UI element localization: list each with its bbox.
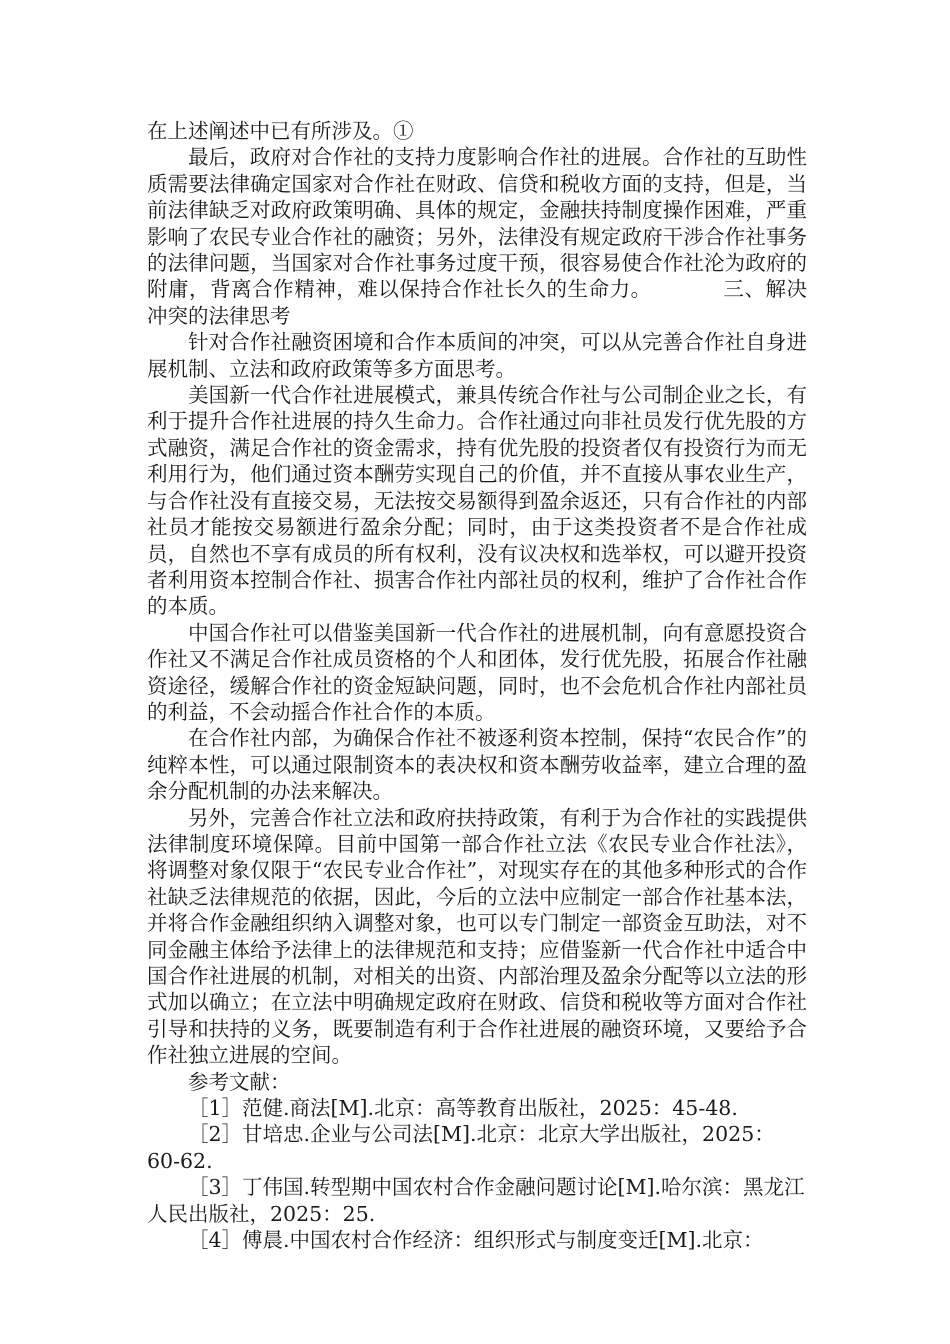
reference-item: ［4］傅晨.中国农村合作经济：组织形式与制度变迁[M].北京： xyxy=(188,1228,764,1253)
paragraph-legislation: 另外，完善合作社立法和政府扶持政策，有利于为合作社的实践提供法律制度环境保障。目前中国第一部合作社立法《农民专业合作社法》，将调整对象仅限于“农民专业合作社”，对现实存在的其他多种形式的合作社缺乏法律规范的依据，因此，今后的立法中应制定一部合作社基本法，并将合作金融组织纳入调整对象，也可以专门制定一部资金互助法，对不同金融主体给予法律上的法律规范和支持；应借鉴新一代合作社中适合中国合作社进展的机制，对相关的出资、内部治理及盈余分配等以立法的形式加以确立；在立法中明确规定政府在财政、信贷和税收等方面对合作社引导和扶持的义务，既要制造有利于合作社进展的融资环境，又要给予合作社独立进展的空间。 xyxy=(147,805,807,1068)
paragraph-continued: 在上述阐述中已有所涉及。① xyxy=(147,119,414,143)
paragraph-china-preferred-stock: 中国合作社可以借鉴美国新一代合作社的进展机制，向有意愿投资合作社又不满足合作社成员资格的个人和团体，发行优先股，拓展合作社融资途径，缓解合作社的资金短缺问题，同时，也不会危机合作社内部社员的利益，不会动摇合作社合作的本质。 xyxy=(147,620,807,724)
paragraph-text: 最后，政府对合作社的支持力度影响合作社的进展。合作社的互助性质需要法律确定国家对合作社在财政、信贷和税收方面的支持，但是，当前法律缺乏对政府政策明确、具体的规定，金融扶持制度操作困难，严重影响了农民专业合作社的融资；另外，法律没有规定政府干涉合作社事务的法律问题，当国家对合作社事务过度干预，很容易使合作社沦为政府的附庸，背离合作精神，难以保持合作社长久的生命力。 xyxy=(147,145,807,302)
section-heading: 三、解决冲突的法律思考 xyxy=(147,277,808,328)
paragraph-us-model: 美国新一代合作社进展模式，兼具传统合作社与公司制企业之长，有利于提升合作社进展的持久生命力。合作社通过向非社员发行优先股的方式融资，满足合作社的资金需求，持有优先股的投资者仅有投资行为而无利用行为，他们通过资本酬劳实现自己的价值，并不直接从事农业生产，与合作社没有直接交易，无法按交易额得到盈余返还，只有合作社的内部社员才能按交易额进行盈余分配；同时，由于这类投资者不是合作社成员，自然也不享有成员的所有权利，没有议决权和选举权，可以避开投资者利用资本控制合作社、损害合作社内部社员的权利，维护了合作社合作的本质。 xyxy=(147,383,807,619)
reference-item: ［2］甘培忠.企业与公司法[M].北京：北京大学出版社，2025：60-62. xyxy=(147,1122,775,1173)
document-body xyxy=(147,118,807,1253)
references-title: 参考文献： xyxy=(188,1069,291,1094)
paragraph-internal-control: 在合作社内部，为确保合作社不被逐利资本控制，保持“农民合作”的纯粹本性，可以通过限制资本的表决权和资本酬劳收益率，建立合理的盈余分配机制的办法来解决。 xyxy=(147,726,807,804)
paragraph-conflict-intro: 针对合作社融资困境和合作本质间的冲突，可以从完善合作社自身进展机制、立法和政府政策等多方面思考。 xyxy=(147,330,807,381)
paragraph-government-support xyxy=(147,144,807,329)
reference-item: ［3］丁伟国.转型期中国农村合作金融问题讨论[M].哈尔滨：黑龙江人民出版社，2025：25. xyxy=(147,1175,805,1226)
reference-item: ［1］范健.商法[M].北京：高等教育出版社，2025：45-48. xyxy=(188,1096,738,1121)
